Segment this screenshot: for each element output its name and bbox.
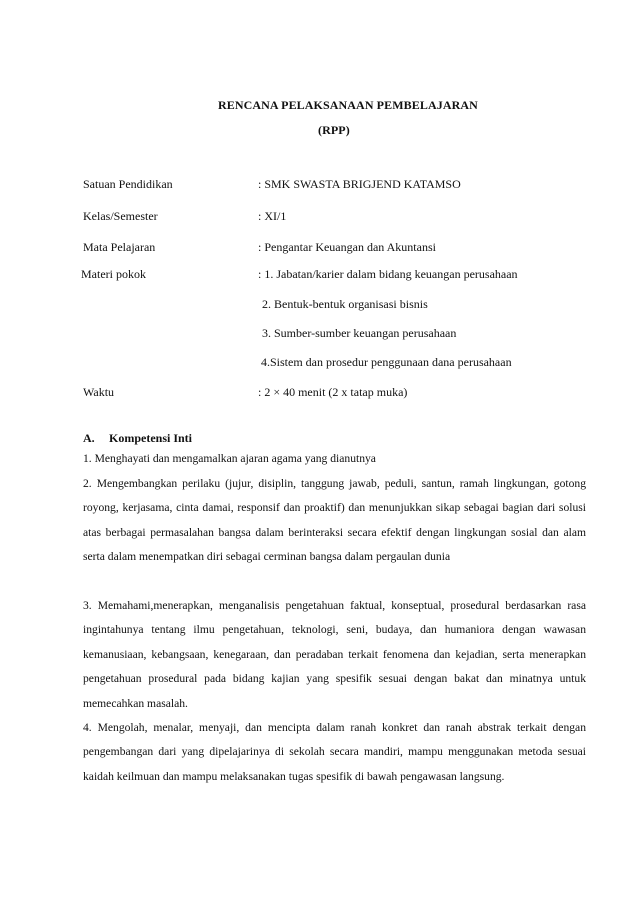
kelas-label: Kelas/Semester (83, 209, 158, 223)
waktu-label: Waktu (83, 385, 115, 399)
paragraph-ki-3: 3. Memahami,menerapkan, menganalisis pengetahuan faktual, konseptual, prosedural berdasarkan rasa ingintahunya tentang ilmu pengetahuan, teknologi, seni, budaya, dan humaniora dengan wawasan kemanusiaan, kebangsaan, kenegaraan, dan peradaban terkait fenomena dan kejadian, serta menerapkan pengetahuan prosedural pada bidang kajian yang spesifik sesuai dengan bakat dan minatnya untuk memecahkan masalah. (83, 599, 586, 710)
mapel-value: : Pengantar Keuangan dan Akuntansi (258, 240, 436, 254)
paragraph-ki-4: 4. Mengolah, menalar, menyaji, dan mencipta dalam ranah konkret dan ranah abstrak terkait dengan pengembangan dari yang dipelajarinya di sekolah secara mandiri, mampu menggunakan metoda sesuai kaidah keilmuan dan mampu melaksanakan tugas spesifik di bawah pengawasan langsung. (83, 721, 586, 783)
materi-item: 4.Sistem dan prosedur penggunaan dana perusahaan (261, 355, 512, 369)
mapel-label: Mata Pelajaran (83, 240, 156, 254)
waktu-value: : 2 × 40 menit (2 x tatap muka) (258, 385, 408, 399)
materi-label: Materi pokok (81, 267, 146, 281)
paragraph-ki-2: 2. Mengembangkan perilaku (jujur, disiplin, tanggung jawab, peduli, santun, ramah lingkungan, gotong royong, kerjasama, cinta damai, responsif dan proaktif) dan menunjukkan sikap sebagai bagian dari solusi atas berbagai permasalahan bangsa dalam berinteraksi secara efektif dengan lingkungan sosial dan alam serta dalam menempatkan diri sebagai cerminan bangsa dalam pergaulan dunia (83, 477, 586, 564)
document-subtitle: (RPP) (318, 123, 350, 137)
satuan-label: Satuan Pendidikan (83, 177, 173, 191)
paragraph-ki-1: 1. Menghayati dan mengamalkan ajaran agama yang dianutnya (83, 452, 376, 465)
kelas-value: : XI/1 (258, 209, 287, 223)
satuan-value: : SMK SWASTA BRIGJEND KATAMSO (258, 177, 461, 191)
section-title: Kompetensi Inti (109, 431, 193, 445)
materi-item: : 1. Jabatan/karier dalam bidang keuangan perusahaan (258, 267, 518, 281)
document-title: RENCANA PELAKSANAAN PEMBELAJARAN (218, 98, 478, 112)
section-heading (83, 431, 192, 446)
materi-item: 3. Sumber-sumber keuangan perusahaan (262, 326, 457, 340)
materi-item: 2. Bentuk-bentuk organisasi bisnis (262, 297, 428, 311)
section-letter: A. (83, 431, 95, 445)
